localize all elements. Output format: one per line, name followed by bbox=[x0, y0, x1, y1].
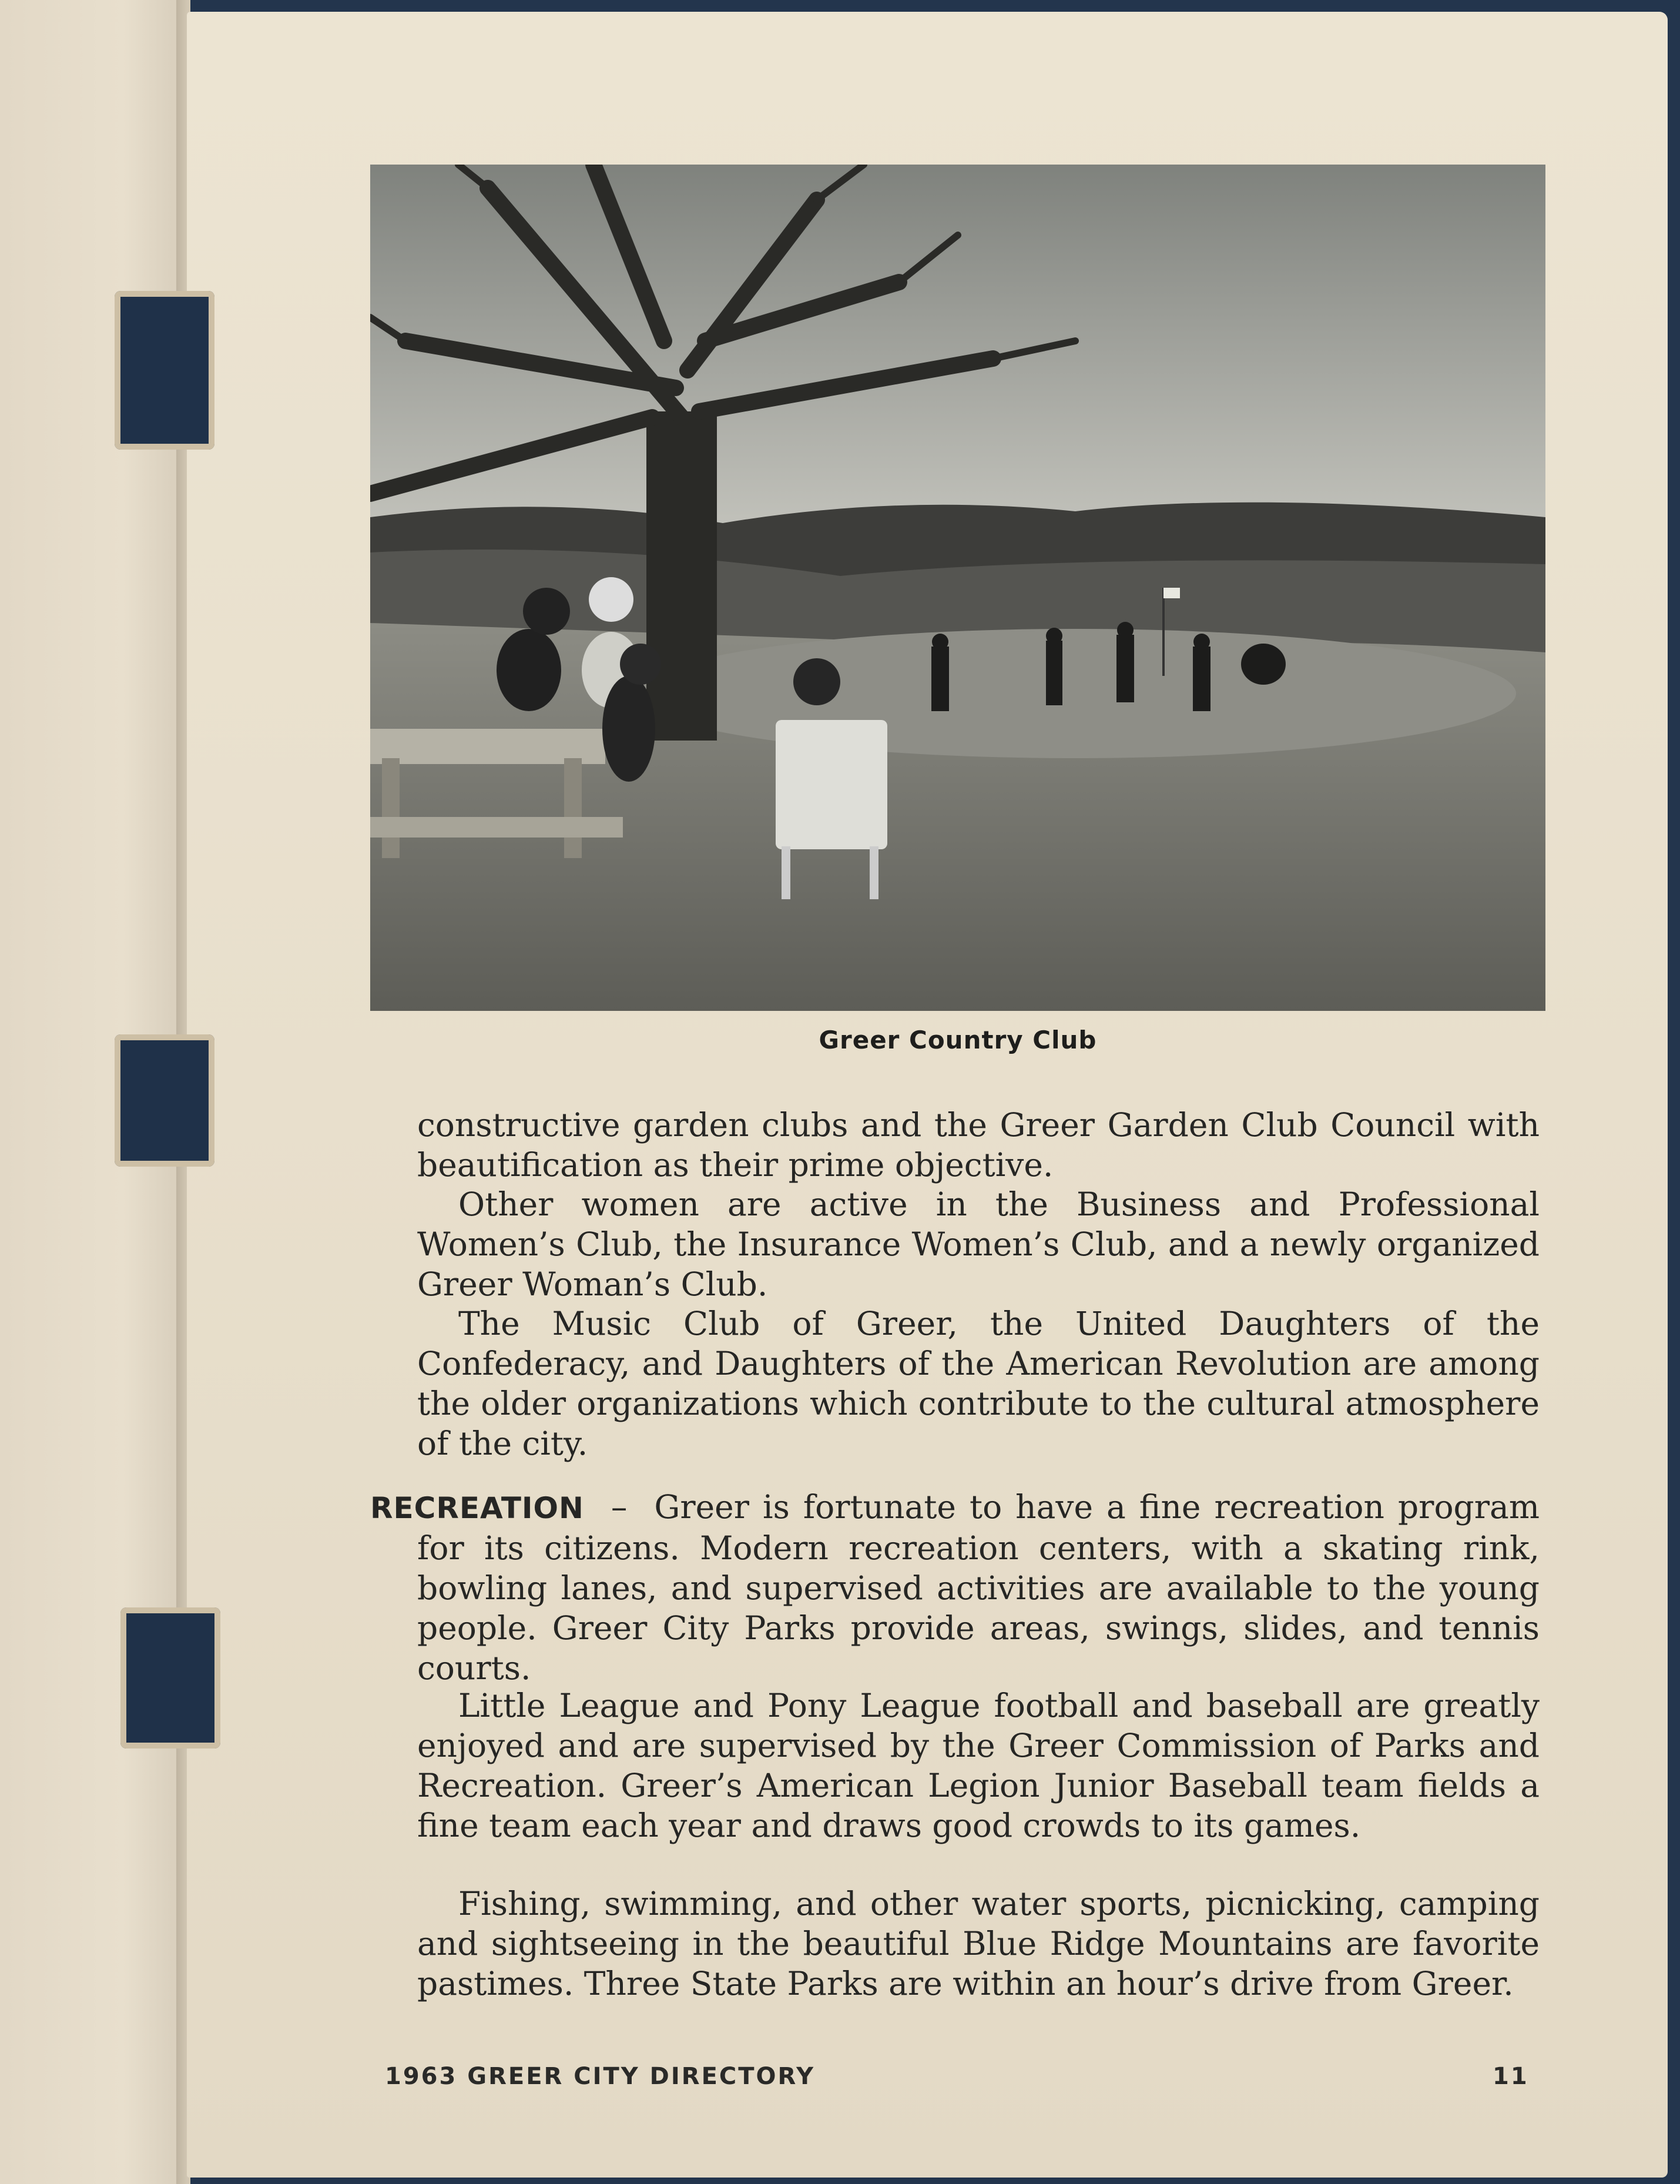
recreation-text: Greer is fortunate to have a fine recreation program for its citizens. Modern recreation centers, with a skating rink, bowling lanes, and supervised activities are available to the young people. Greer City Parks provide areas, swings, slides, and tennis courts. bbox=[417, 1488, 1540, 1687]
photo-illustration bbox=[370, 165, 1545, 1011]
section-heading: RECREATION bbox=[370, 1491, 584, 1525]
binding-hole bbox=[115, 291, 214, 450]
body-paragraph: Little League and Pony League football and baseball are greatly enjoyed and are supervised by the Greer Commission of Parks and Recreation. Greer’s American Legion Junior Baseball team fields a fine team each year and draws good crowds to its games. bbox=[417, 1687, 1540, 1844]
binding-hole bbox=[120, 1607, 220, 1748]
body-paragraph: constructive garden clubs and the Greer Garden Club Council with beautification as their prime objective. bbox=[417, 1106, 1540, 1184]
golf-course-photo bbox=[370, 165, 1545, 1011]
footer-title: 1963 GREER CITY DIRECTORY bbox=[385, 2063, 816, 2090]
page-number: 11 bbox=[1493, 2063, 1529, 2090]
heading-dash: – bbox=[597, 1488, 655, 1526]
recreation-section bbox=[370, 1487, 1540, 1688]
body-paragraph: Fishing, swimming, and other water sports, picnicking, camping and sightseeing in the beautiful Blue Ridge Mountains are favorite pastimes. Three State Parks are within an hour’s drive from Greer. bbox=[417, 1885, 1540, 2002]
photo-caption: Greer Country Club bbox=[819, 1026, 1097, 1054]
body-paragraph: Other women are active in the Business and Professional Women’s Club, the Insurance Women’s Club, and a newly organized Greer Woman’s Club. bbox=[417, 1185, 1540, 1303]
binding-hole bbox=[115, 1034, 214, 1167]
body-paragraph: The Music Club of Greer, the United Daughters of the Confederacy, and Daughters of the American Revolution are among the older organizations which contribute to the cultural atmosphere of the city. bbox=[417, 1305, 1540, 1462]
